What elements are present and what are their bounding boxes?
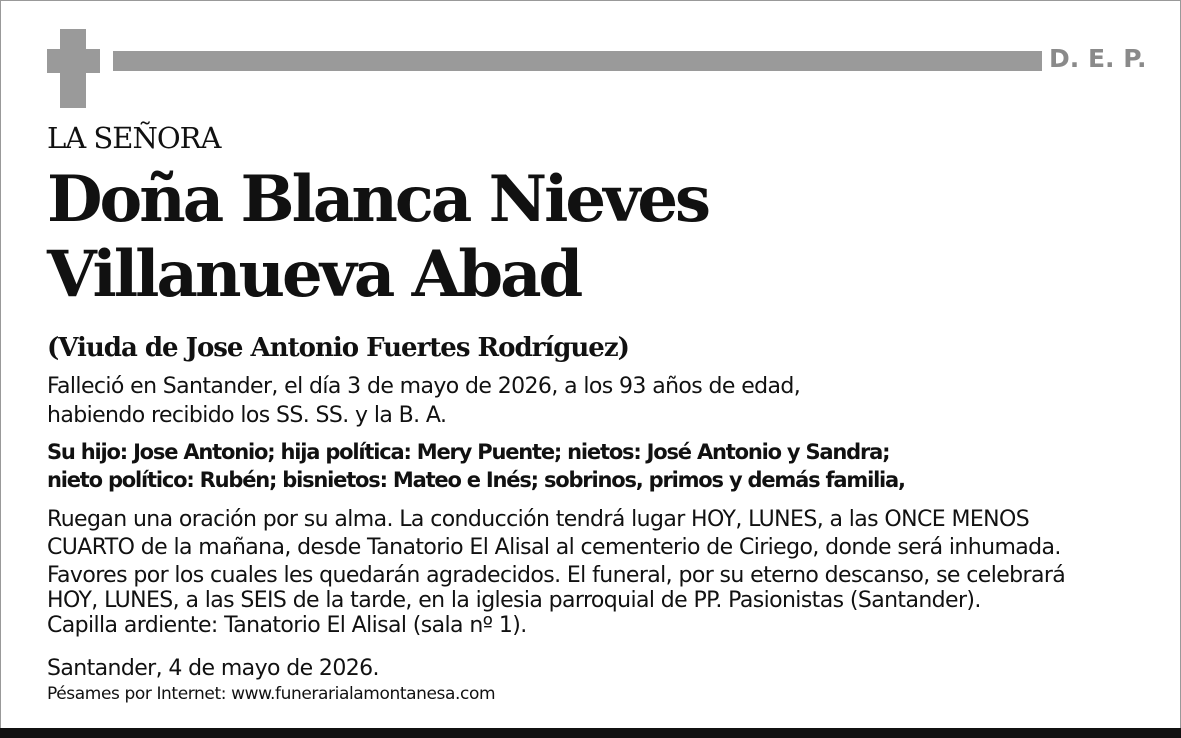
bottom-rule	[0, 728, 1181, 738]
dep-label: D. E. P.	[1049, 44, 1147, 73]
service-line: Capilla ardiente: Tanatorio El Alisal (sala nº 1).	[47, 613, 527, 638]
place-date: Santander, 4 de mayo de 2026.	[47, 656, 379, 681]
death-line: Falleció en Santander, el día 3 de mayo de 2026, a los 93 años de edad,	[47, 374, 801, 399]
service-line: HOY, LUNES, a las SEIS de la tarde, en la iglesia parroquial de PP. Pasionistas (Santander).	[47, 588, 981, 613]
honorific: LA SEÑORA	[47, 121, 221, 155]
header-bar	[113, 51, 1042, 71]
deceased-name-line-1: Doña Blanca Nieves	[47, 162, 709, 237]
family-line: nieto político: Rubén; bisnietos: Mateo e Inés; sobrinos, primos y demás familia,	[47, 468, 905, 492]
deceased-name-line-2: Villanueva Abad	[47, 237, 581, 312]
service-line: CUARTO de la mañana, desde Tanatorio El Alisal al cementerio de Ciriego, donde será inhumada.	[47, 535, 1061, 560]
service-line: Favores por los cuales les quedarán agradecidos. El funeral, por su eterno descanso, se celebrará	[47, 563, 1066, 588]
family-line: Su hijo: Jose Antonio; hija política: Mery Puente; nietos: José Antonio y Sandra;	[47, 440, 890, 464]
widow-of: (Viuda de Jose Antonio Fuertes Rodríguez)	[47, 333, 629, 363]
cross-icon	[47, 29, 100, 108]
death-line: habiendo recibido los SS. SS. y la B. A.	[47, 403, 447, 428]
service-line: Ruegan una oración por su alma. La conducción tendrá lugar HOY, LUNES, a las ONCE MENOS	[47, 507, 1030, 532]
condolences-link-text: Pésames por Internet: www.funerarialamontanesa.com	[47, 684, 496, 704]
